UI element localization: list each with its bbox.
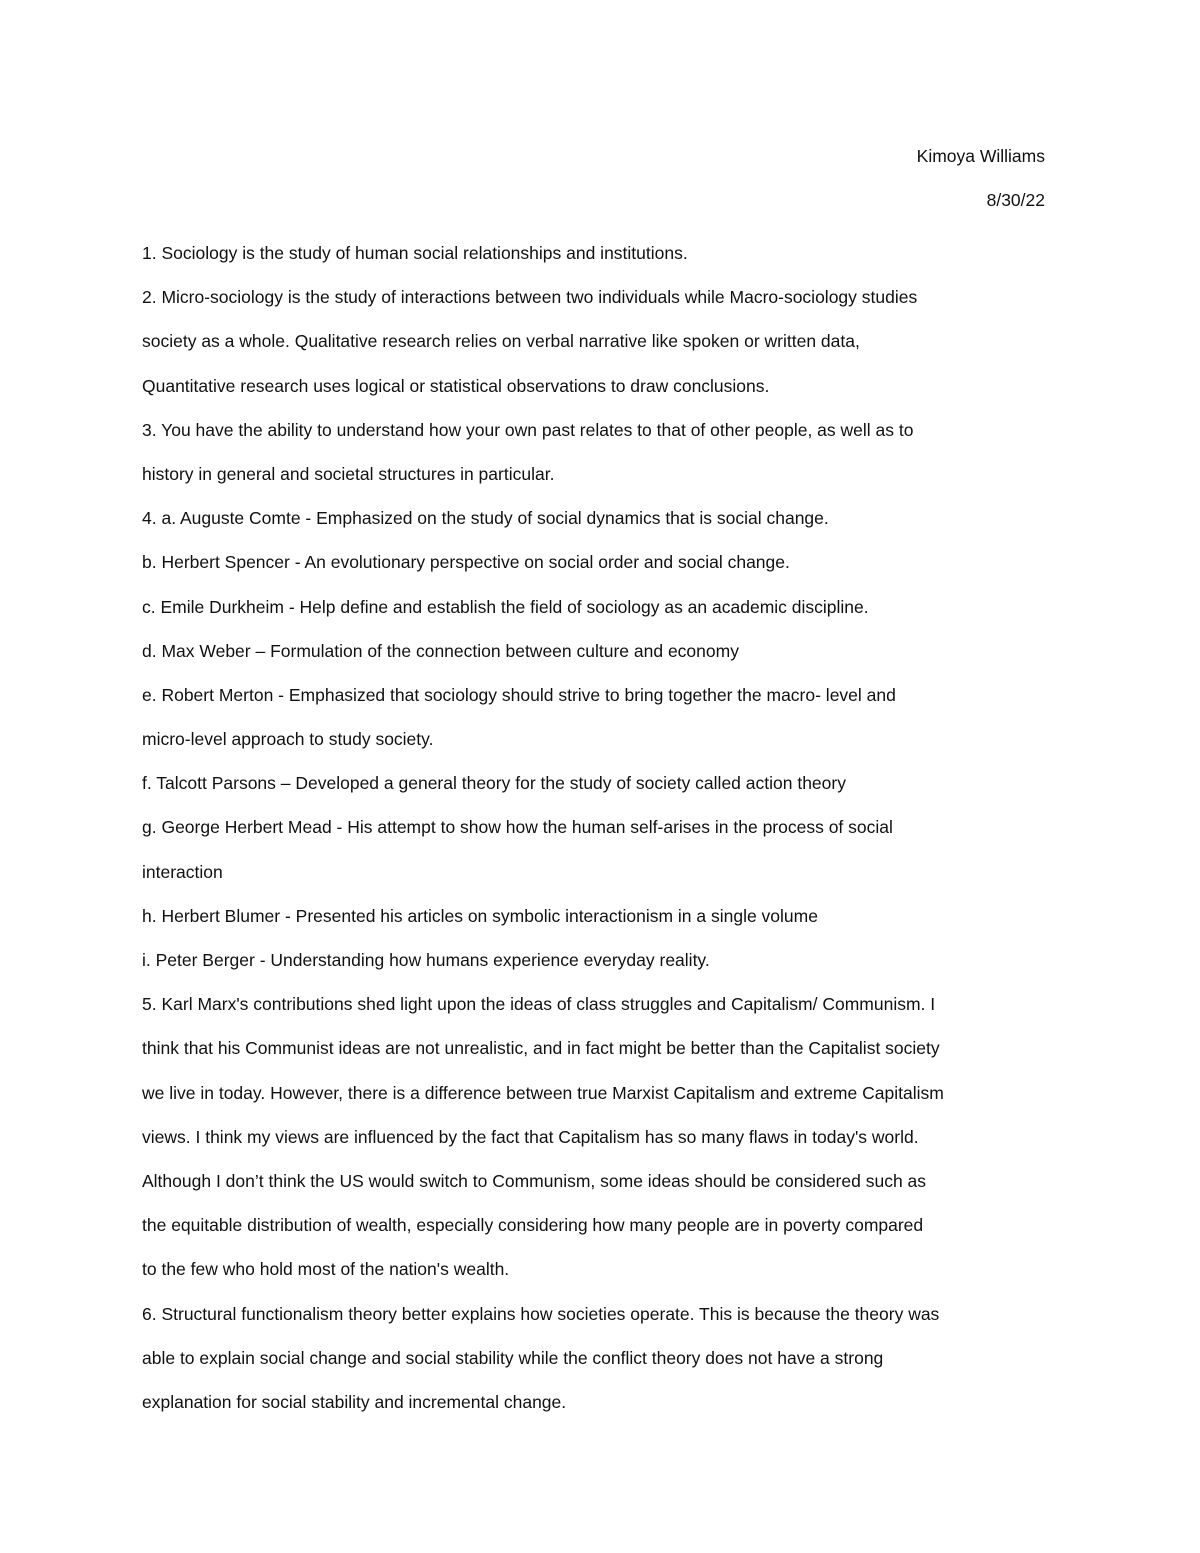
text-line: 3. You have the ability to understand how your own past relates to that of other people, as well as to — [142, 419, 914, 440]
text-line: 2. Micro-sociology is the study of interactions between two individuals while Macro-sociology studies — [142, 287, 918, 308]
text-line: to the few who hold most of the nation's wealth. — [142, 1259, 510, 1280]
text-line: interaction — [142, 861, 223, 882]
text-line: b. Herbert Spencer - An evolutionary perspective on social order and social change. — [142, 552, 790, 573]
text-line: we live in today. However, there is a difference between true Marxist Capitalism and extreme Capitalism — [142, 1082, 944, 1103]
text-line: Quantitative research uses logical or statistical observations to draw conclusions. — [142, 375, 770, 396]
author-name: Kimoya Williams — [916, 146, 1045, 166]
text-line: micro-level approach to study society. — [142, 729, 434, 750]
text-line: think that his Communist ideas are not unrealistic, and in fact might be better than the Capitalist society — [142, 1038, 940, 1059]
text-line: g. George Herbert Mead - His attempt to show how the human self-arises in the process of social — [142, 817, 893, 838]
text-line: i. Peter Berger - Understanding how humans experience everyday reality. — [142, 950, 710, 970]
text-line: views. I think my views are influenced by the fact that Capitalism has so many flaws in today's world. — [142, 1126, 919, 1147]
text-line: 5. Karl Marx's contributions shed light upon the ideas of class struggles and Capitalism/ Communism. I — [142, 994, 936, 1015]
text-line: h. Herbert Blumer - Presented his articles on symbolic interactionism in a single volume — [142, 905, 818, 926]
text-line: e. Robert Merton - Emphasized that sociology should strive to bring together the macro- level and — [142, 684, 896, 705]
text-line: 1. Sociology is the study of human social relationships and institutions. — [142, 243, 688, 263]
text-line: f. Talcott Parsons – Developed a general theory for the study of society called action theory — [142, 773, 846, 794]
document-body — [142, 231, 1052, 1424]
text-line: d. Max Weber – Formulation of the connection between culture and economy — [142, 640, 739, 661]
text-line: able to explain social change and social stability while the conflict theory does not have a strong — [142, 1347, 884, 1368]
document-date: 8/30/22 — [986, 190, 1045, 210]
text-line: c. Emile Durkheim - Help define and establish the field of sociology as an academic discipline. — [142, 596, 869, 617]
document-header — [917, 144, 1045, 212]
text-line: the equitable distribution of wealth, especially considering how many people are in poverty compared — [142, 1215, 924, 1236]
text-line: 4. a. Auguste Comte - Emphasized on the study of social dynamics that is social change. — [142, 508, 829, 529]
text-line: 6. Structural functionalism theory better explains how societies operate. This is because the theory was — [142, 1303, 940, 1324]
text-line: society as a whole. Qualitative research relies on verbal narrative like spoken or written data, — [142, 331, 860, 352]
text-line: explanation for social stability and incremental change. — [142, 1391, 567, 1412]
text-line: Although I don’t think the US would switch to Communism, some ideas should be considered such as — [142, 1170, 927, 1191]
text-line: history in general and societal structures in particular. — [142, 463, 555, 484]
